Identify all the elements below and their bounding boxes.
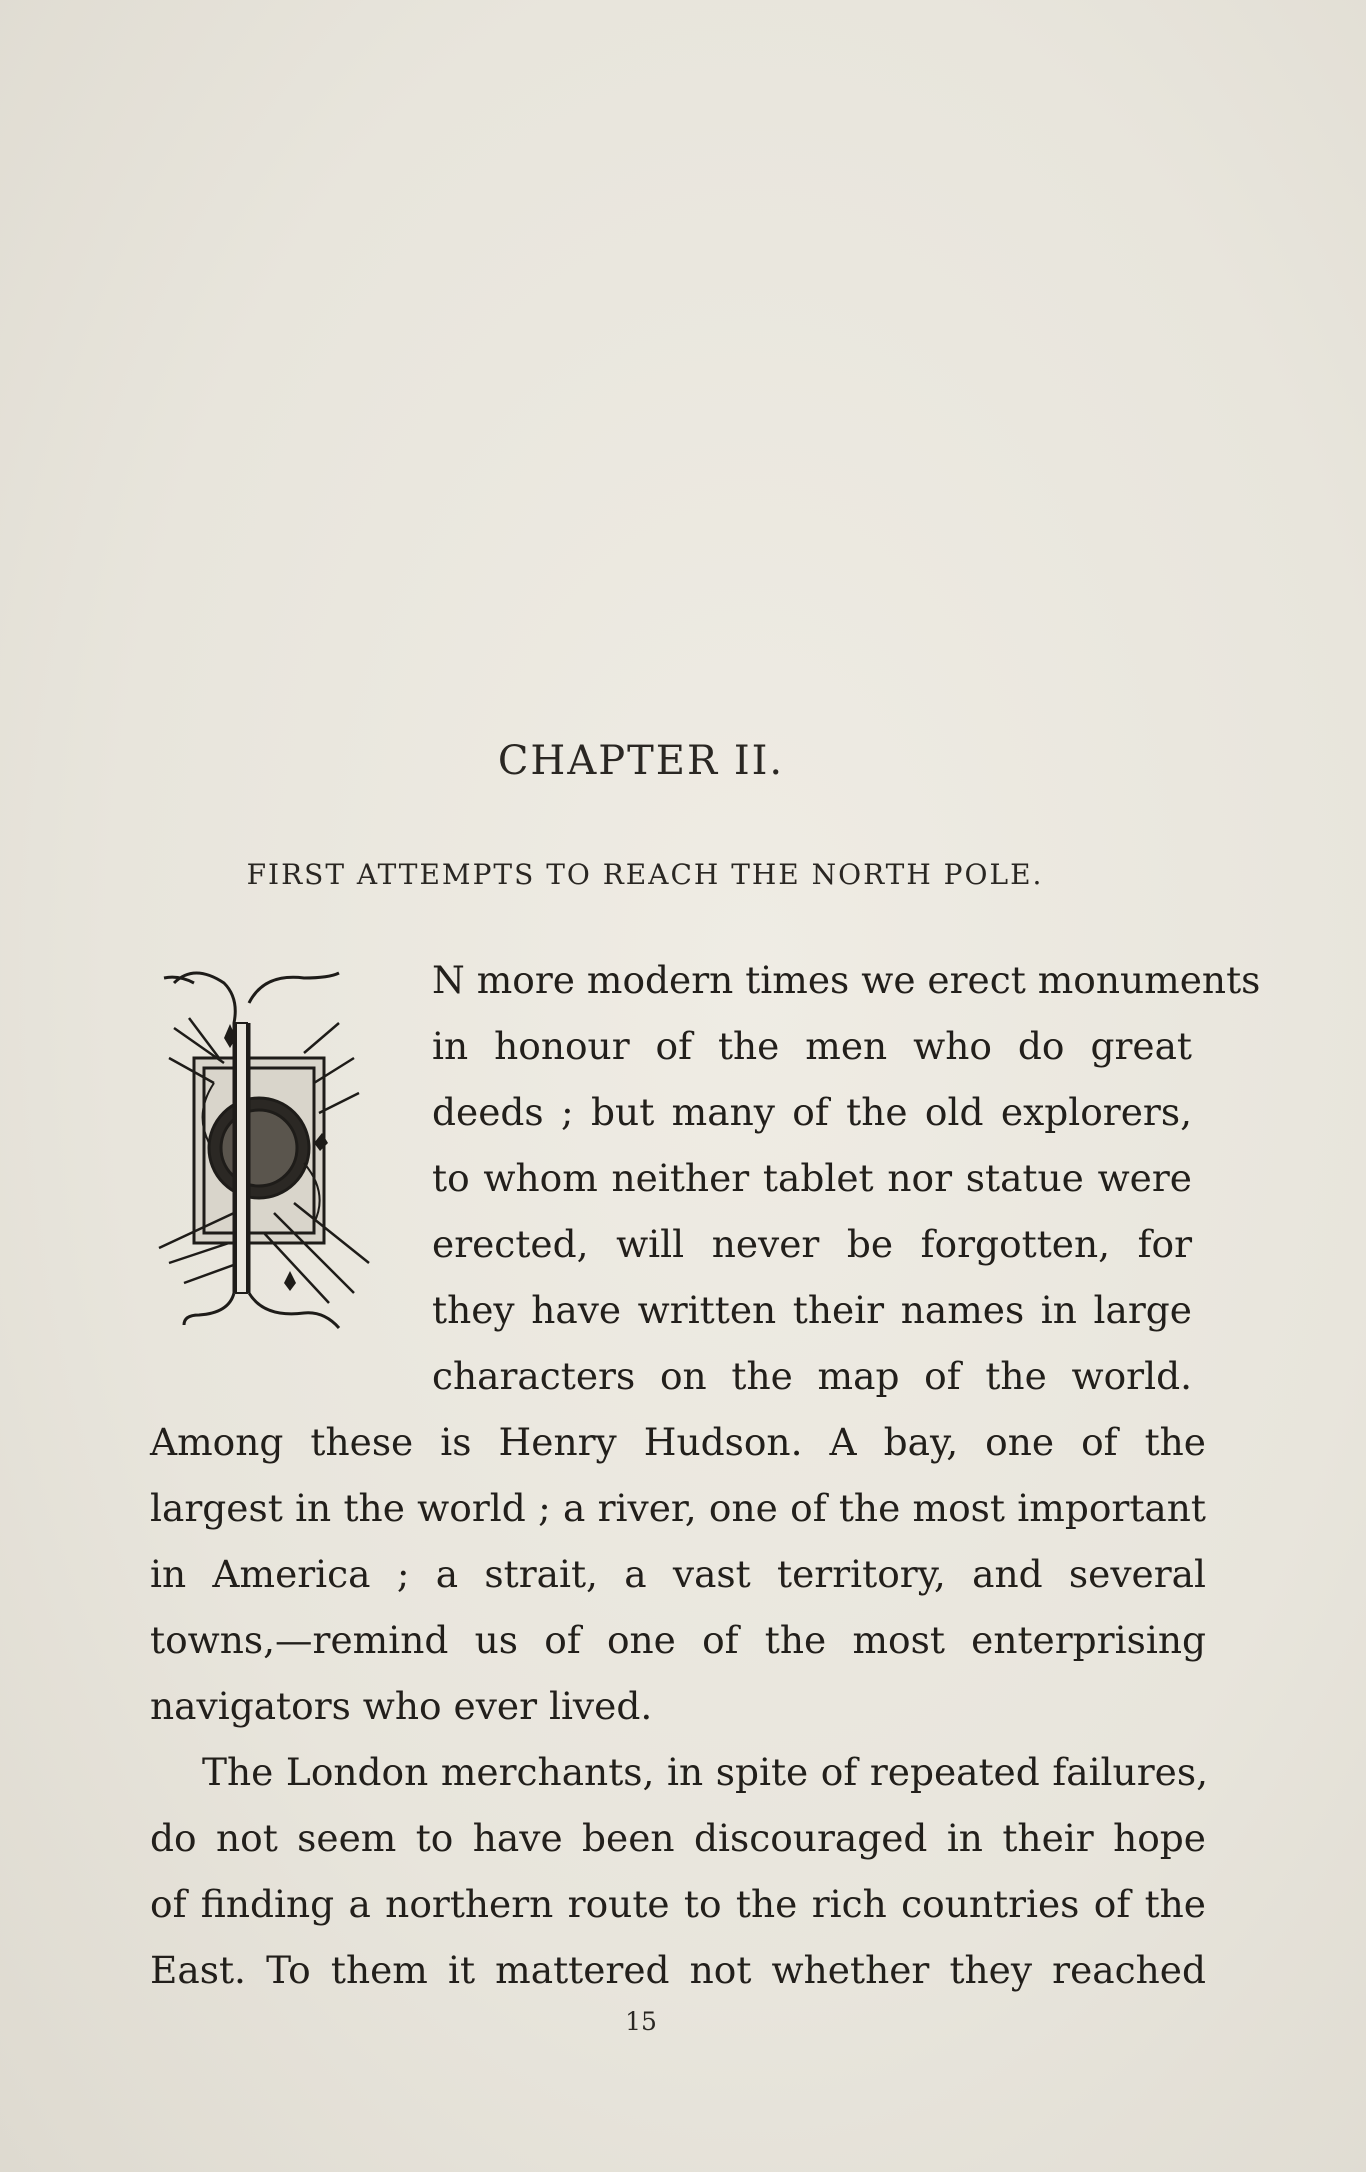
text-line: The London merchants, in spite of repeated failures, <box>202 1750 1208 1794</box>
chapter-subtitle: FIRST ATTEMPTS TO REACH THE NORTH POLE. <box>246 858 1044 891</box>
text-line: of finding a northern route to the rich countries of the <box>150 1882 1206 1926</box>
text-line: East. To them it mattered not whether they reached <box>150 1948 1206 1992</box>
text-line: in America ; a strait, a vast territory, and several <box>150 1552 1206 1596</box>
text-line: do not seem to have been discouraged in their hope <box>150 1816 1206 1860</box>
text-line: Among these is Henry Hudson. A bay, one of the <box>150 1420 1206 1464</box>
text-line: deeds ; but many of the old explorers, <box>432 1090 1192 1134</box>
text-line: characters on the map of the world. <box>432 1354 1192 1398</box>
ornamental-initial-icon <box>154 963 376 1339</box>
text-line: navigators who ever lived. <box>150 1684 653 1728</box>
text-line: to whom neither tablet nor statue were <box>432 1156 1192 1200</box>
page-number: 15 <box>625 2007 657 2036</box>
text-line: towns,—remind us of one of the most enterprising <box>150 1618 1206 1662</box>
text-line: in honour of the men who do great <box>432 1024 1192 1068</box>
text-line: erected, will never be forgotten, for <box>432 1222 1192 1266</box>
text-line: they have written their names in large <box>432 1288 1192 1332</box>
text-line: largest in the world ; a river, one of the most important <box>150 1486 1206 1530</box>
text-line: N more modern times we erect monuments <box>432 958 1261 1002</box>
chapter-title: CHAPTER II. <box>497 738 785 784</box>
